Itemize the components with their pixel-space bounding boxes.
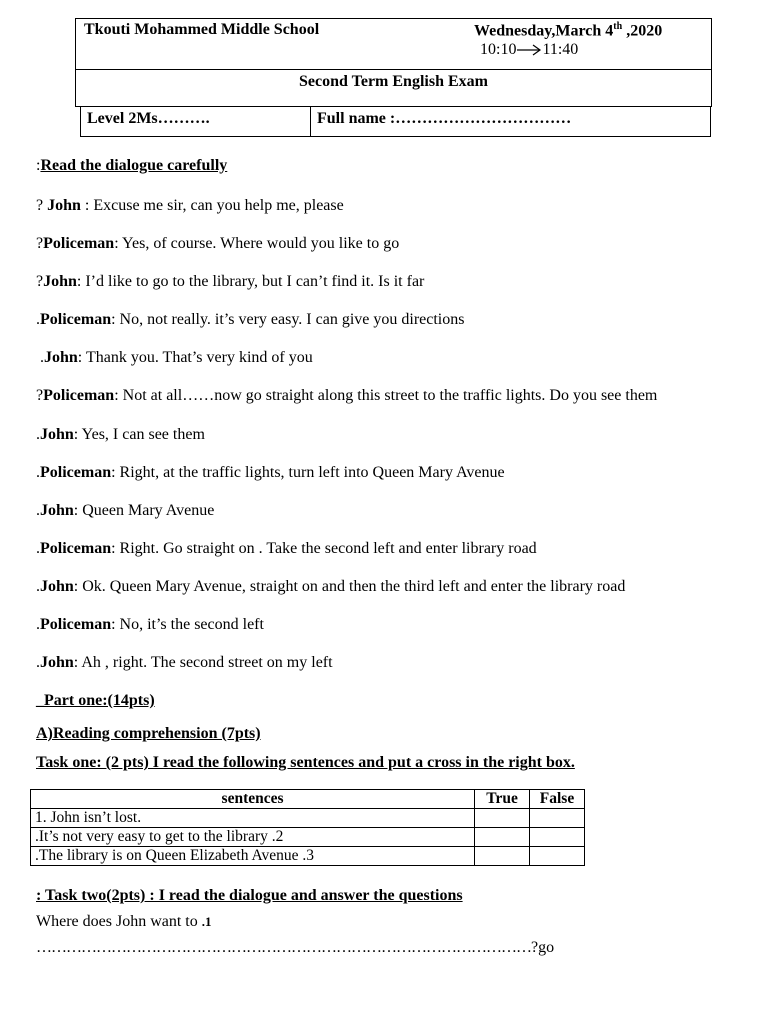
level-field: Level 2Ms………. [87, 110, 210, 127]
header-title-row [75, 69, 712, 107]
false-box[interactable] [530, 828, 585, 847]
exam-title: Second Term English Exam [299, 73, 488, 90]
dialogue-line: .John: Yes, I can see them [36, 426, 205, 443]
exam-date: Wednesday,March 4th ,2020 [474, 21, 663, 40]
true-box[interactable] [475, 809, 530, 828]
dialogue-line: .Policeman: Right, at the traffic lights, turn left into Queen Mary Avenue [36, 464, 505, 481]
dialogue-line: .John: Ah , right. The second street on my left [36, 654, 333, 671]
dialogue-line: ?John: I’d like to go to the library, but I can’t find it. Is it far [36, 273, 425, 290]
school-name: Tkouti Mohammed Middle School [84, 21, 320, 38]
dialogue-instruction: :Read the dialogue carefully [36, 157, 228, 174]
table-row [31, 828, 585, 847]
section-a-heading: A)Reading comprehension (7pts) [36, 725, 261, 742]
header-school-row [75, 18, 712, 70]
question-1: Where does John want to .1 [36, 913, 212, 930]
right-arrow-icon [516, 44, 542, 56]
dialogue-line: ? John : Excuse me sir, can you help me, please [36, 197, 344, 214]
full-name-field: Full name :…………………………… [317, 110, 572, 127]
dialogue-line: .John: Ok. Queen Mary Avenue, straight on and then the third left and enter the library road [36, 578, 626, 595]
dialogue-line: .Policeman: No, not really. it’s very easy. I can give you directions [36, 311, 465, 328]
false-box[interactable] [530, 847, 585, 866]
dialogue-line: .John: Queen Mary Avenue [36, 502, 215, 519]
task-two-heading: : Task two(2pts) : I read the dialogue and answer the questions [36, 887, 463, 904]
part-one-heading: _Part one:(14pts) [36, 692, 155, 709]
true-box[interactable] [475, 847, 530, 866]
true-box[interactable] [475, 828, 530, 847]
exam-time: 10:10 11:40 [480, 41, 579, 58]
dialogue-line: .John: Thank you. That’s very kind of you [36, 349, 313, 366]
dialogue-line: ?Policeman: Not at all……now go straight along this street to the traffic lights. Do you see them [36, 387, 658, 404]
dialogue-line: .Policeman: No, it’s the second left [36, 616, 264, 633]
false-box[interactable] [530, 809, 585, 828]
header-true: True [475, 790, 530, 809]
dialogue-line: ?Policeman: Yes, of course. Where would you like to go [36, 235, 400, 252]
table-row [31, 809, 585, 828]
table-row [31, 847, 585, 866]
table-header-row [31, 790, 585, 809]
header-false: False [530, 790, 585, 809]
sentence-cell: .The library is on Queen Elizabeth Avenue .3 [31, 847, 475, 866]
header-divider [310, 107, 311, 136]
task-one-heading: Task one: (2 pts) I read the following sentences and put a cross in the right box. [36, 754, 575, 771]
true-false-table [30, 789, 585, 866]
sentence-cell: 1. John isn’t lost. [31, 809, 475, 828]
answer-line[interactable]: ………………………………………………………………………………………?go [36, 939, 555, 956]
dialogue-line: .Policeman: Right. Go straight on . Take the second left and enter library road [36, 540, 537, 557]
sentence-cell: .It’s not very easy to get to the library .2 [31, 828, 475, 847]
header-student-row [80, 106, 711, 137]
header-sentences: sentences [31, 790, 475, 809]
